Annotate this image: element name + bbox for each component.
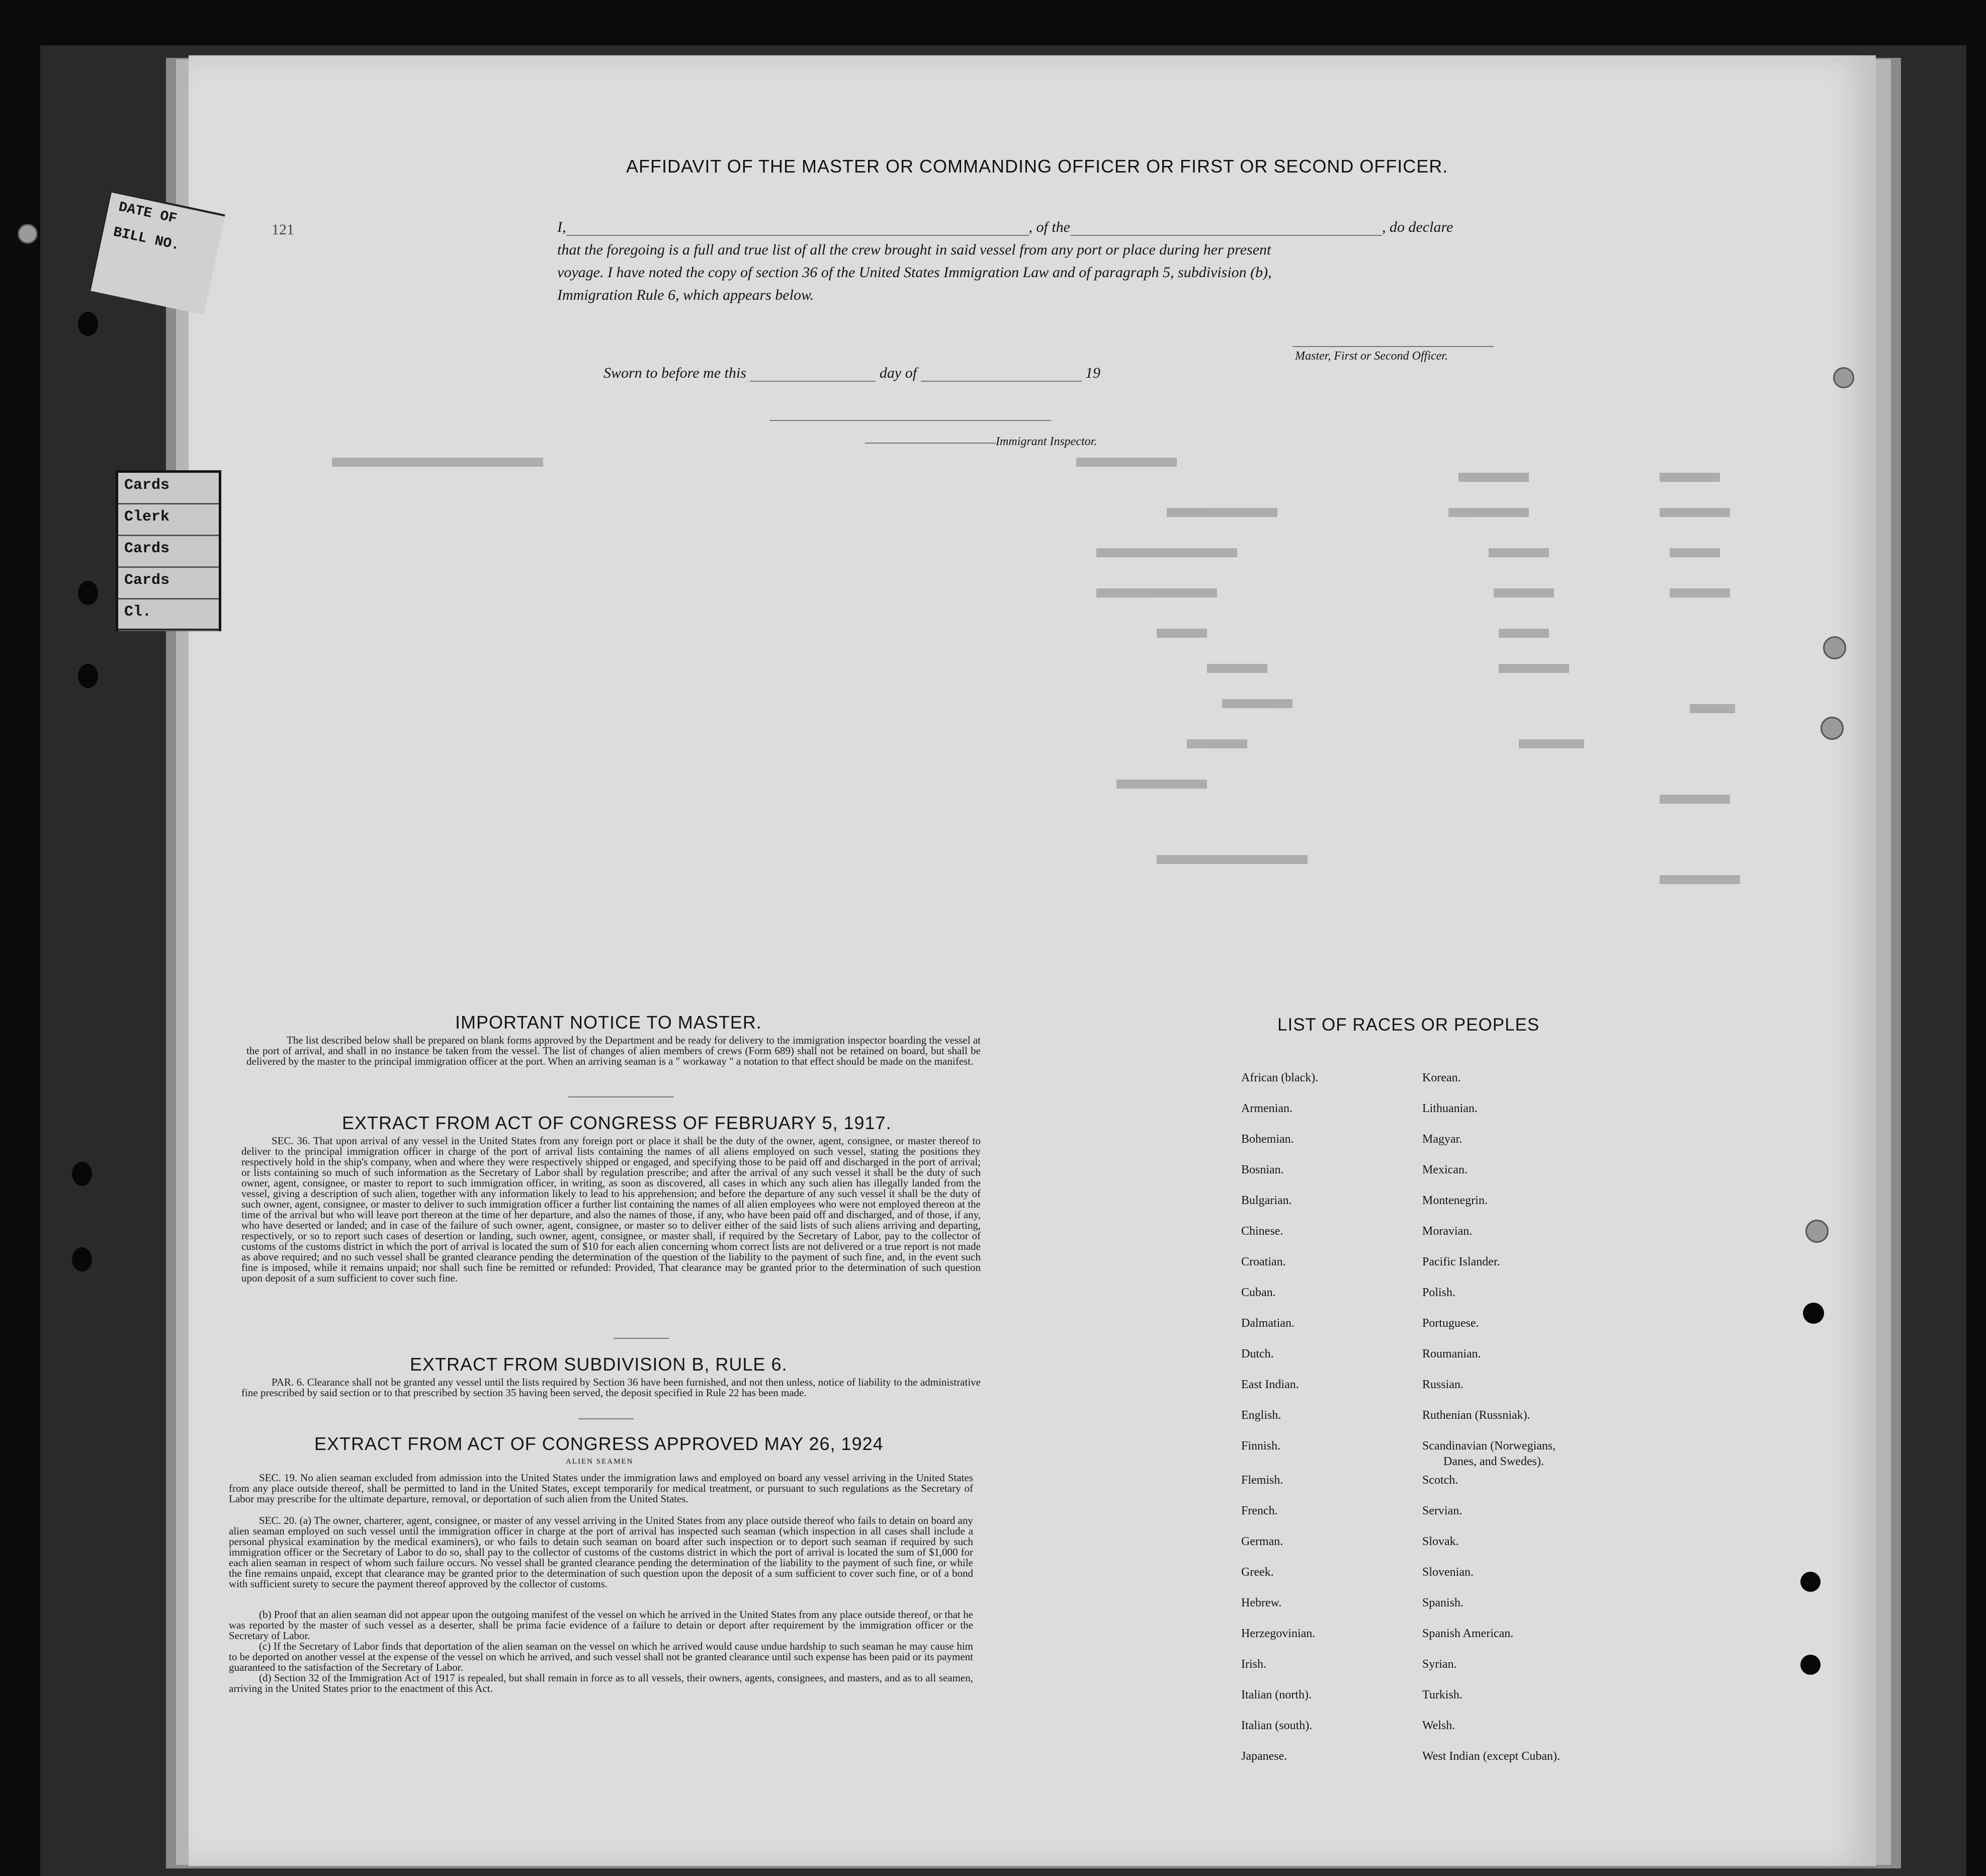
- race-item: Bohemian.: [1241, 1133, 1294, 1146]
- race-item: Russian.: [1422, 1378, 1464, 1391]
- sworn-line: [603, 365, 1100, 382]
- race-item: Scotch.: [1422, 1474, 1458, 1487]
- inspector-signature-line: [769, 420, 1051, 421]
- race-item: Moravian.: [1422, 1225, 1473, 1238]
- race-item: East Indian.: [1241, 1378, 1299, 1391]
- race-item: Syrian.: [1422, 1658, 1457, 1671]
- stamp-text: BILL NO.: [112, 224, 182, 254]
- race-item: Spanish.: [1422, 1596, 1464, 1609]
- race-item: Servian.: [1422, 1504, 1462, 1517]
- race-item: Polish.: [1422, 1286, 1456, 1299]
- punch-hole: [1803, 1303, 1824, 1324]
- affidavit-title: AFFIDAVIT OF THE MASTER OR COMMANDING OFFICER OR FIRST OR SECOND OFFICER.: [626, 156, 1448, 177]
- race-item: Hebrew.: [1241, 1596, 1282, 1609]
- punch-hole: [1805, 1220, 1829, 1243]
- affidavit-line-3: voyage. I have noted the copy of section 36 of the United States Immigration Law and of paragraph 5, subdivision (b),: [557, 264, 1272, 281]
- extract-1924-subtitle: ALIEN SEAMEN: [566, 1458, 634, 1466]
- race-item: Bulgarian.: [1241, 1194, 1292, 1207]
- affidavit-line-1-end: , do declare: [1382, 219, 1453, 235]
- document-page: [189, 55, 1876, 1866]
- extract-1924-title: EXTRACT FROM ACT OF CONGRESS APPROVED MAY 26, 1924: [314, 1433, 884, 1454]
- race-item: English.: [1241, 1409, 1281, 1422]
- bleed-through-table: [221, 443, 1831, 895]
- notice-text: The list described below shall be prepared on blank forms approved by the Department and be ready for delivery to the immigration inspector boarding the vessel at the port of arrival, and shall in no instance be taken from the vessel. The list of changes of alien members of crews (Form 689) shall not be retained on board, but shall be delivered by the master to the principal immigration officer at the port. When an arriving seaman is a " workaway " a notation to that effect should be made on the manifest.: [246, 1034, 981, 1067]
- punch-hole: [1833, 367, 1854, 388]
- affidavit-line-1-mid: , of the: [1028, 219, 1070, 235]
- stamp-text: Cards: [118, 536, 219, 568]
- extract-1917-text: SEC. 36. That upon arrival of any vessel in the United States from any foreign port or place it shall be the duty of the owner, agent, consignee, or master thereof to deliver to the principal immigration officer in charge of the port of arrival lists containing the names of all aliens employed on such vessel, stating the positions they respectively hold in the ship's company, when and where they were respectively shipped or engaged, and specifying those to be paid off and discharged in the port of arrival; or lists containing so much of such information as the Secretary of Labor shall by regulation prescribe; and after the arrival of any such vessel it shall be the duty of such owner, agent, consignee, or master to report to such immigration officer, in writing, as soon as discovered, all cases in which any such alien has illegally landed from the vessel, giving a description of such alien, together with any information likely to lead to his apprehension; and before the departure of any such vessel it shall be the duty of such owner, agent, consignee, or master to deliver to such immigration officer a further list containing the names of all alien employees who were not employed thereon at the time of the arrival but who will leave port thereon at the time of her departure, and also the names of those, if any, who have been paid off and discharged, and of those, if any, who have deserted or landed; and in case of the failure of such owner, agent, consignee, or master so to deliver either of the said lists of such aliens arriving and departing, respectively, or so to report such cases of desertion or landing, such owner, agent, consignee, or master shall, if required by the Secretary of Labor, pay to the collector of customs of the customs district in which the port of arrival is located the sum of $10 for each alien concerning whom correct lists are not delivered or a true report is not made as above required; and no such vessel shall be granted clearance pending the determination of the question of the liability to the payment of such fine, and, in the event such fine is imposed, while it remains unpaid; nor shall such fine be remitted or refunded: Provided, That clearance may be granted prior to the determination of such question upon deposit of a sum sufficient to cover such fine.: [241, 1135, 981, 1284]
- binder-hole: [78, 312, 98, 336]
- race-item: Dutch.: [1241, 1347, 1274, 1360]
- race-item: Magyar.: [1422, 1133, 1462, 1146]
- race-item: Herzegovinian.: [1241, 1627, 1316, 1640]
- race-item: Irish.: [1241, 1658, 1266, 1671]
- sworn-year: 19: [1085, 365, 1101, 381]
- race-item: French.: [1241, 1504, 1278, 1517]
- notice-title: IMPORTANT NOTICE TO MASTER.: [455, 1012, 762, 1033]
- race-item: German.: [1241, 1535, 1283, 1548]
- race-item: Portuguese.: [1422, 1317, 1479, 1330]
- race-item: Flemish.: [1241, 1474, 1283, 1487]
- extract-1924-sec19: SEC. 19. No alien seaman excluded from admission into the United States under the immigration laws and employed on board any vessel arriving in the United States from any place outside thereof, shall be permitted to land in the United States, except temporarily for medical treatment, or pursuant to such regulations as the Secretary of Labor may prescribe for the ultimate departure, removal, or deportation of such alien from the United States.: [229, 1472, 973, 1505]
- race-item: Croatian.: [1241, 1255, 1286, 1268]
- race-item: Greek.: [1241, 1566, 1274, 1579]
- punch-hole: [1800, 1572, 1821, 1592]
- extract-1924-sec20a: SEC. 20. (a) The owner, charterer, agent, consignee, or master of any vessel arriving in the United States from any place outside thereof who fails to detain on board any alien seaman employed on such vessel until the immigration officer in charge at the port of arrival has inspected such seaman (which inspection in all cases shall include a personal physical examination by the medical examiners), or who fails to detain such seaman on board after such inspection or to deport such seaman if required by such immigration officer or the Secretary of Labor to do so, shall pay to the collector of customs of the customs district in which the port of arrival is located the sum of $1,000 for each alien seaman in respect of whom such failure occurs. No vessel shall be granted clearance pending the determination of the liability to the payment of such fine, or while the fine remains unpaid, except that clearance may be granted prior to the determination of such question upon the deposit of a sum sufficient to cover such fine, or of a bond with sufficient surety to secure the payment thereof approved by the collector of customs.: [229, 1514, 973, 1590]
- race-item: Italian (south).: [1241, 1719, 1313, 1732]
- sworn-start: Sworn to before me this: [603, 365, 746, 381]
- race-item: Italian (north).: [1241, 1688, 1312, 1701]
- race-item: Turkish.: [1422, 1688, 1462, 1701]
- stamp-text: Cards: [118, 568, 219, 600]
- race-item: Chinese.: [1241, 1225, 1283, 1238]
- race-item: West Indian (except Cuban).: [1422, 1750, 1560, 1763]
- inspector-label: Immigrant Inspector.: [996, 435, 1097, 448]
- affidavit-line-1-start: I,: [557, 219, 566, 235]
- race-item: Dalmatian.: [1241, 1317, 1294, 1330]
- races-title: LIST OF RACES OR PEOPLES: [1277, 1015, 1540, 1035]
- race-item: Cuban.: [1241, 1286, 1276, 1299]
- race-item: Pacific Islander.: [1422, 1255, 1500, 1268]
- binder-hole: [78, 664, 98, 688]
- affidavit-line-1: [557, 219, 1453, 236]
- race-item: Bosnian.: [1241, 1163, 1284, 1176]
- extract-1924-sec20d: (d) Section 32 of the Immigration Act of 1917 is repealed, but shall remain in force as to all vessels, their owners, agents, consignees, and masters, and as to all seamen, arriving in the United States prior to the enactment of this Act.: [229, 1672, 973, 1694]
- stamp-text: DATE OF: [117, 199, 179, 227]
- race-item: Danes, and Swedes).: [1443, 1455, 1544, 1468]
- inspector-signature-line-2: [865, 443, 996, 444]
- punch-hole: [1800, 1655, 1821, 1675]
- race-item: Finnish.: [1241, 1439, 1281, 1453]
- race-item: Slovak.: [1422, 1535, 1459, 1548]
- race-item: African (black).: [1241, 1071, 1319, 1084]
- stamp-text: Cl.: [118, 600, 219, 631]
- race-item: Roumanian.: [1422, 1347, 1481, 1360]
- stamp-text: Clerk: [118, 504, 219, 536]
- race-item: Scandinavian (Norwegians,: [1422, 1439, 1556, 1453]
- race-item: Mexican.: [1422, 1163, 1467, 1176]
- race-item: Welsh.: [1422, 1719, 1455, 1732]
- extract-rule6-title: EXTRACT FROM SUBDIVISION B, RULE 6.: [410, 1354, 788, 1375]
- affidavit-line-4: Immigration Rule 6, which appears below.: [557, 287, 814, 303]
- race-item: Lithuanian.: [1422, 1102, 1478, 1115]
- extract-1924-sec20c: (c) If the Secretary of Labor finds that deportation of the alien seaman on the vessel on which he arrived would cause undue hardship to such seaman he may cause him to be deported on another vessel at the expense of the vessel on which he arrived, and such vessel shall not be granted clearance until such expense has been paid or its payment guaranteed to the satisfaction of the Secretary of Labor.: [229, 1640, 973, 1673]
- page-number-mark: 121: [272, 221, 294, 238]
- signer-label: Master, First or Second Officer.: [1295, 350, 1448, 363]
- race-item: Slovenian.: [1422, 1566, 1474, 1579]
- stamp-text: Cards: [118, 473, 219, 504]
- extract-1917-title: EXTRACT FROM ACT OF CONGRESS OF FEBRUARY 5, 1917.: [342, 1113, 892, 1133]
- binder-hole: [72, 1247, 92, 1271]
- affidavit-line-2: that the foregoing is a full and true list of all the crew brought in said vessel from any port or place during her present: [557, 241, 1271, 258]
- race-item: Montenegrin.: [1422, 1194, 1488, 1207]
- divider: [614, 1338, 669, 1339]
- divider: [578, 1418, 634, 1419]
- extract-rule6-text: PAR. 6. Clearance shall not be granted any vessel until the lists required by Section 36 have been furnished, and not then unless, notice of liability to the administrative fine prescribed by said section or to that prescribed by section 35 having been served, the deposit specified in Rule 22 has been made.: [241, 1376, 981, 1399]
- race-item: Armenian.: [1241, 1102, 1292, 1115]
- extract-1924-sec20b: (b) Proof that an alien seaman did not appear upon the outgoing manifest of the vessel on which he arrived in the United States from any place outside thereof, or that he was reported by the master of such vessel as a deserter, shall be prima facie evidence of a failure to detain or deport after requirement by the immigration officer or the Secretary of Labor.: [229, 1608, 973, 1642]
- race-item: Spanish American.: [1422, 1627, 1514, 1640]
- divider: [568, 1096, 674, 1097]
- race-item: Japanese.: [1241, 1750, 1287, 1763]
- cards-stamp: [116, 470, 221, 631]
- race-item: Korean.: [1422, 1071, 1461, 1084]
- signature-line: [1292, 346, 1494, 347]
- binder-hole: [18, 224, 38, 244]
- binder-hole: [78, 581, 98, 605]
- race-item: Ruthenian (Russniak).: [1422, 1409, 1530, 1422]
- binder-hole: [72, 1162, 92, 1186]
- sworn-day: day of: [879, 365, 917, 381]
